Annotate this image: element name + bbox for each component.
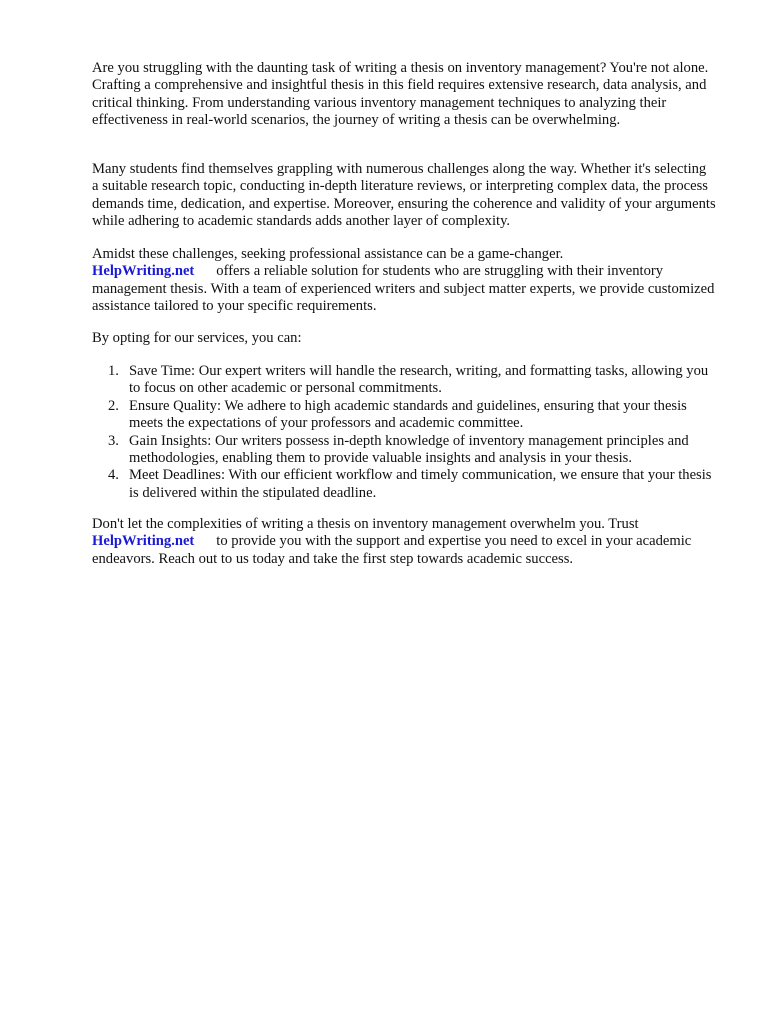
closing-rest-text: to provide you with the support and expertise you need to excel in your academic endeavors. Reach out to us today and take the first step towards academic success.	[92, 533, 692, 567]
helpwriting-link[interactable]: HelpWriting.net	[92, 533, 195, 550]
helpwriting-link[interactable]: HelpWriting.net	[92, 263, 195, 280]
closing-intro-text: Don't let the complexities of writing a thesis on inventory management overwhelm you. Trust	[92, 516, 639, 532]
assistance-intro-text: Amidst these challenges, seeking professional assistance can be a game-changer.	[92, 246, 564, 262]
closing-paragraph	[92, 516, 716, 568]
list-item	[92, 467, 716, 502]
intro-paragraph: Are you struggling with the daunting task of writing a thesis on inventory management? You're not alone. Crafting a comprehensive and insightful thesis in this field requires extensive research, data analysis, and critical thinking. From understanding various inventory management techniques to analyzing their effectiveness in real-world scenarios, the journey of writing a thesis can be overwhelming.	[92, 60, 709, 129]
challenges-paragraph: Many students find themselves grappling with numerous challenges along the way. Whether it's selecting a suitable research topic, conducting in-depth literature reviews, or interpreting complex data, the process demands time, dedication, and expertise. Moreover, ensuring the coherence and validity of your arguments while adhering to academic standards adds another layer of complexity.	[92, 161, 716, 230]
list-item-number: 1.	[108, 363, 119, 379]
list-item-number: 2.	[108, 397, 119, 414]
list-item	[92, 433, 716, 468]
list-item-text: Meet Deadlines: With our efficient workflow and timely communication, we ensure that your thesis is delivered within the stipulated deadline.	[129, 467, 712, 501]
benefits-list	[92, 363, 716, 502]
assistance-rest-text: offers a reliable solution for students who are struggling with their inventory management thesis. With a team of experienced writers and subject matter experts, we provide customized assistance tailored to your specific requirements.	[92, 263, 715, 315]
list-item-number: 3.	[108, 432, 119, 449]
assistance-paragraph	[92, 246, 716, 316]
list-item-text: Ensure Quality: We adhere to high academic standards and guidelines, ensuring that your thesis meets the expectations of your professors and academic committee.	[129, 397, 687, 432]
list-item	[92, 398, 716, 433]
list-item-text: Gain Insights: Our writers possess in-depth knowledge of inventory management principles and methodologies, enabling them to provide valuable insights and analysis in your thesis.	[129, 432, 689, 467]
services-intro: By opting for our services, you can:	[92, 330, 302, 346]
list-item-number: 4.	[108, 467, 119, 484]
list-item	[92, 363, 716, 398]
list-item-text: Save Time: Our expert writers will handle the research, writing, and formatting tasks, allowing you to focus on other academic or personal commitments.	[129, 363, 709, 397]
